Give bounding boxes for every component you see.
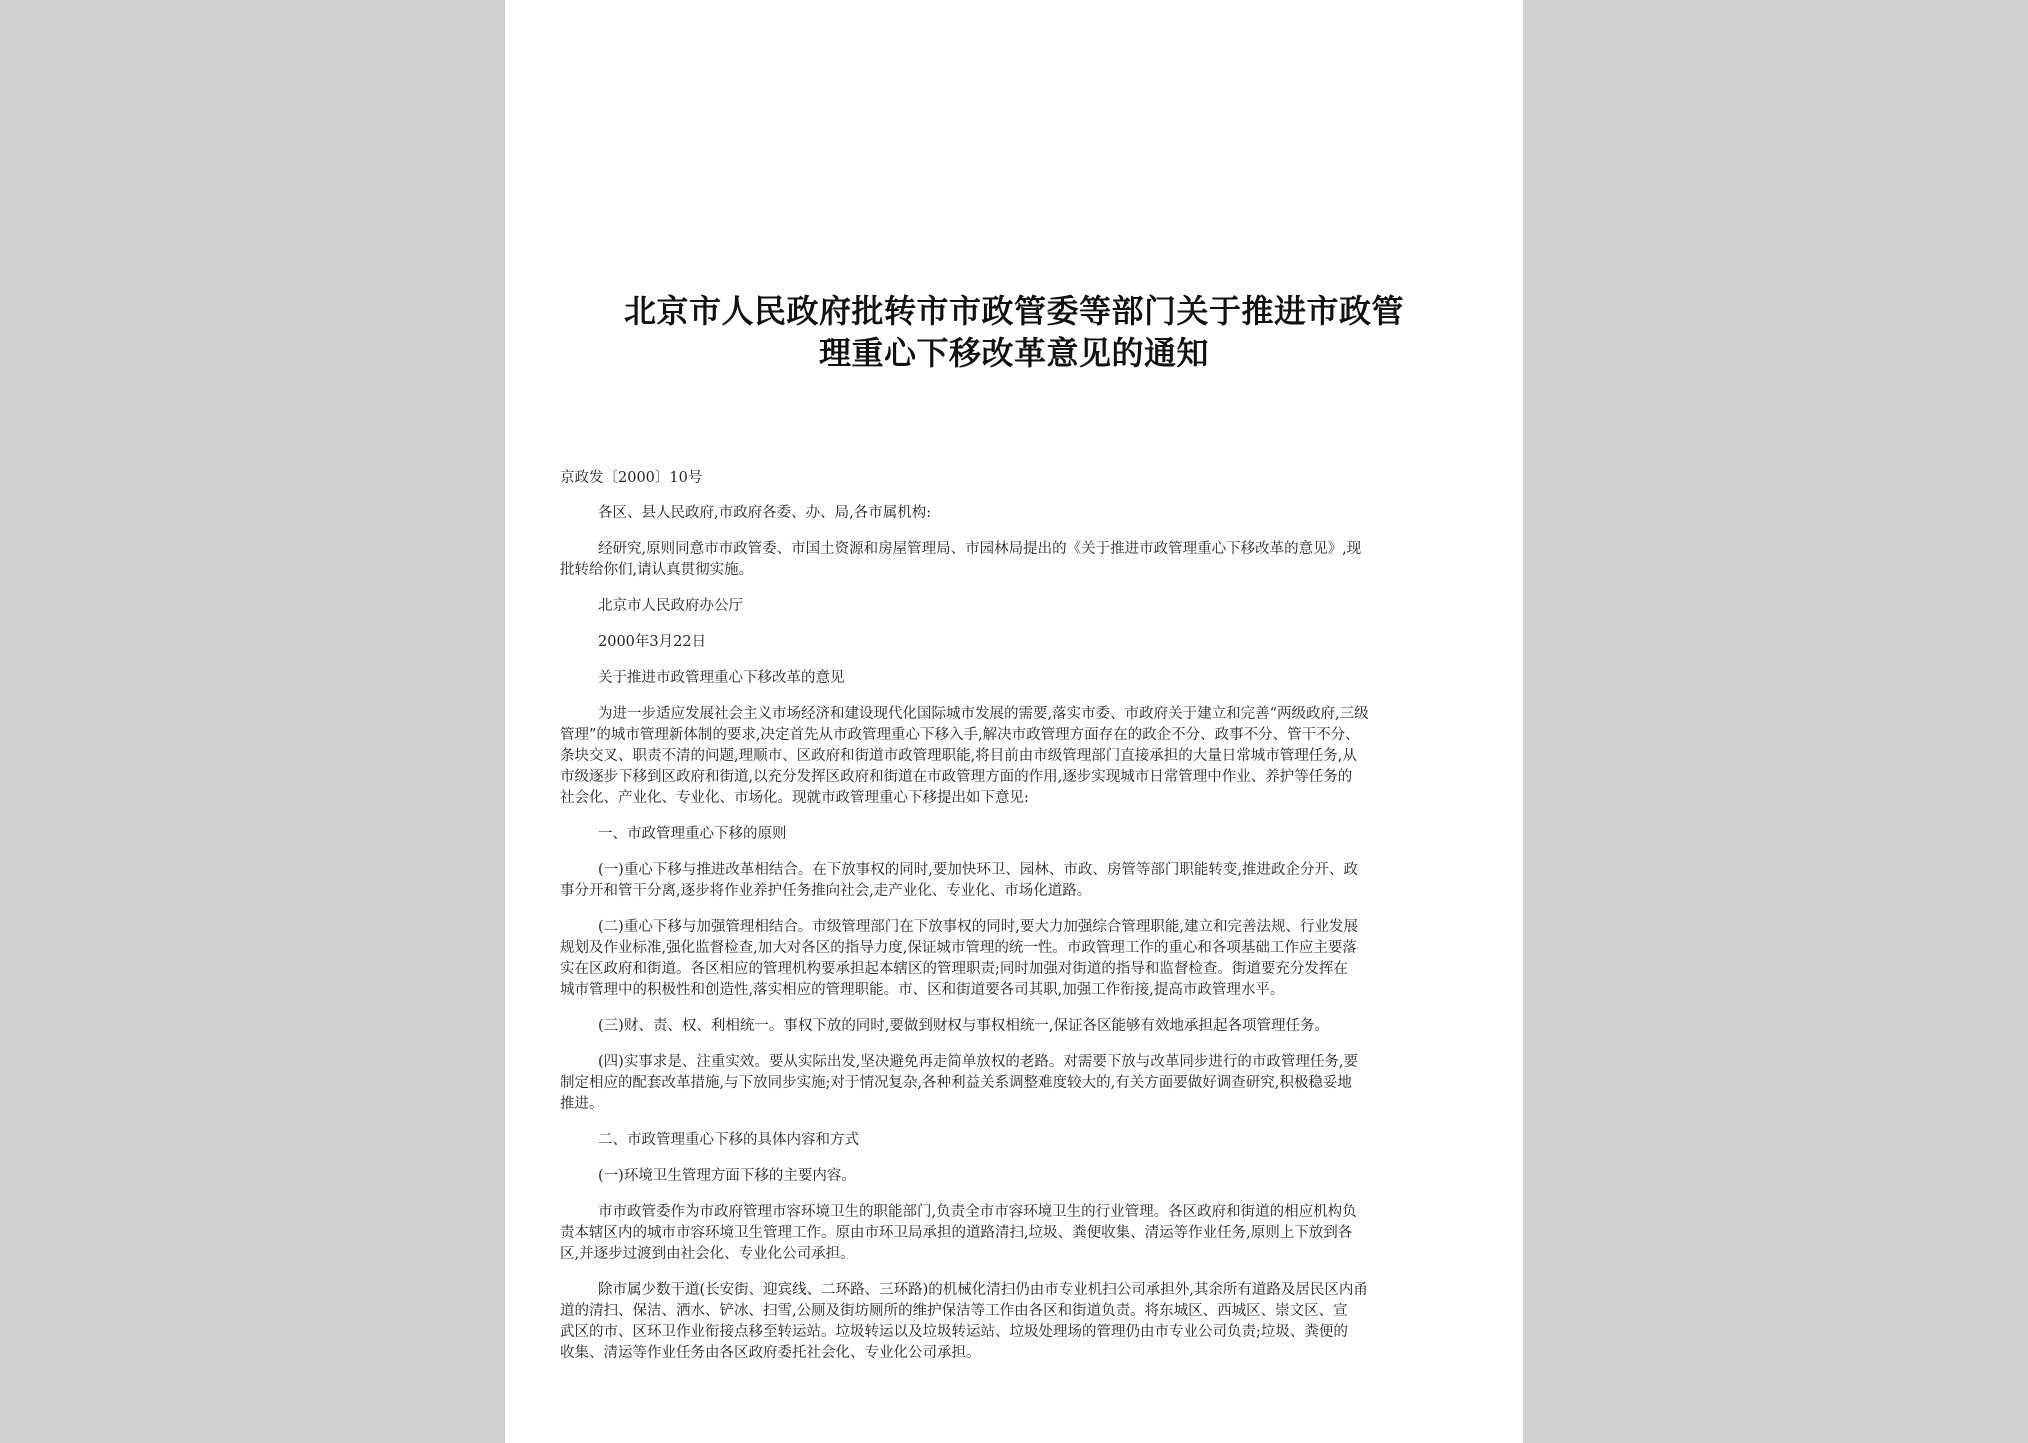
sanitation-paragraph-1 [560, 1202, 1463, 1265]
text-line: 条块交叉、职责不清的问题,理顺市、区政府和街道市政管理职能,将目前由市级管理部门直接承担的大量日常城市管理任务,从 [560, 748, 1357, 764]
text-line: 为进一步适应发展社会主义市场经济和建设现代化国际城市发展的需要,落实市委、市政府关于建立和完善“两级政府,三级 [598, 706, 1369, 722]
principle-3 [560, 1016, 1463, 1037]
section-heading-1: 一、市政管理重心下移的原则 [598, 826, 787, 842]
title-line-1: 北京市人民政府批转市市政管委等部门关于推进市政管 [623, 292, 1404, 330]
issue-date: 2000年3月22日 [598, 634, 707, 650]
text-line: 制定相应的配套改革措施,与下放同步实施;对于情况复杂,各种利益关系调整难度较大的,有关方面要做好调查研究,积极稳妥地 [560, 1075, 1352, 1091]
text-line: 责本辖区内的城市市容环境卫生管理工作。原由市环卫局承担的道路清扫,垃圾、粪便收集、清运等作业任务,原则上下放到各 [560, 1225, 1353, 1241]
issuer: 北京市人民政府办公厅 [598, 598, 743, 614]
principle-2 [560, 917, 1463, 1001]
sanitation-paragraph-2 [560, 1280, 1463, 1364]
salutation: 各区、县人民政府,市政府各委、办、局,各市属机构: [598, 505, 932, 521]
text-line: 区,并逐步过渡到由社会化、专业化公司承担。 [560, 1246, 855, 1262]
document-body [560, 468, 1463, 1364]
text-line: 城市管理中的积极性和创造性,落实相应的管理职能。市、区和街道要各司其职,加强工作衔接,提高市政管理水平。 [560, 982, 1285, 998]
text-line: 实在区政府和街道。各区相应的管理机构要承担起本辖区的管理职责;同时加强对街道的指导和监督检查。街道要充分发挥在 [560, 961, 1348, 977]
principle-4 [560, 1052, 1463, 1115]
document-page [505, 0, 1523, 1443]
text-line: 推进。 [560, 1096, 604, 1112]
text-line: 社会化、产业化、专业化、市场化。现就市政管理重心下移提出如下意见: [560, 790, 1029, 806]
opinion-title: 关于推进市政管理重心下移改革的意见 [598, 670, 845, 686]
text-line: 道的清扫、保洁、洒水、铲冰、扫雪,公厕及街坊厕所的维护保洁等工作由各区和街道负责。将东城区、西城区、崇文区、宣 [560, 1303, 1348, 1319]
intro-paragraph [560, 539, 1463, 581]
text-line: (四)实事求是、注重实效。要从实际出发,坚决避免再走简单放权的老路。对需要下放与改革同步进行的市政管理任务,要 [598, 1054, 1359, 1070]
text-line: (三)财、责、权、利相统一。事权下放的同时,要做到财权与事权相统一,保证各区能够有效地承担起各项管理任务。 [598, 1018, 1330, 1034]
title-line-2: 理重心下移改革意见的通知 [818, 334, 1209, 372]
text-line: 经研究,原则同意市市政管委、市国土资源和房屋管理局、市园林局提出的《关于推进市政管理重心下移改革的意见》,现 [598, 541, 1362, 557]
text-line: 市级逐步下移到区政府和街道,以充分发挥区政府和街道在市政管理方面的作用,逐步实现城市日常管理中作业、养护等任务的 [560, 769, 1353, 785]
text-line: 收集、清运等作业任务由各区政府委托社会化、专业化公司承担。 [560, 1345, 981, 1361]
text-line: (二)重心下移与加强管理相结合。市级管理部门在下放事权的同时,要大力加强综合管理职能,建立和完善法规、行业发展 [598, 919, 1359, 935]
doc-number: 京政发〔2000〕10号 [560, 470, 703, 486]
text-line: 除市属少数干道(长安街、迎宾线、二环路、三环路)的机械化清扫仍由市专业机扫公司承担外,其余所有道路及居民区内甬 [598, 1282, 1368, 1298]
paragraph-1 [560, 704, 1463, 809]
section-heading-2: 二、市政管理重心下移的具体内容和方式 [598, 1132, 859, 1148]
document-title [545, 290, 1483, 374]
principle-1 [560, 860, 1463, 902]
text-line: 批转给你们,请认真贯彻实施。 [560, 562, 754, 578]
text-line: 市市政管委作为市政府管理市容环境卫生的职能部门,负责全市市容环境卫生的行业管理。各区政府和街道的相应机构负 [598, 1204, 1357, 1220]
text-line: 武区的市、区环卫作业衔接点移至转运站。垃圾转运以及垃圾转运站、垃圾处理场的管理仍由市专业公司负责;垃圾、粪便的 [560, 1324, 1348, 1340]
text-line: 规划及作业标准,强化监督检查,加大对各区的指导力度,保证城市管理的统一性。市政管理工作的重心和各项基础工作应主要落 [560, 940, 1357, 956]
text-line: (一)重心下移与推进改革相结合。在下放事权的同时,要加快环卫、园林、市政、房管等部门职能转变,推进政企分开、政 [598, 862, 1359, 878]
text-line: 事分开和管干分离,逐步将作业养护任务推向社会,走产业化、专业化、市场化道路。 [560, 883, 1092, 899]
subsection-heading: (一)环境卫生管理方面下移的主要内容。 [598, 1168, 856, 1184]
text-line: 管理”的城市管理新体制的要求,决定首先从市政管理重心下移入手,解决市政管理方面存在的政企不分、政事不分、管干不分、 [560, 727, 1360, 743]
